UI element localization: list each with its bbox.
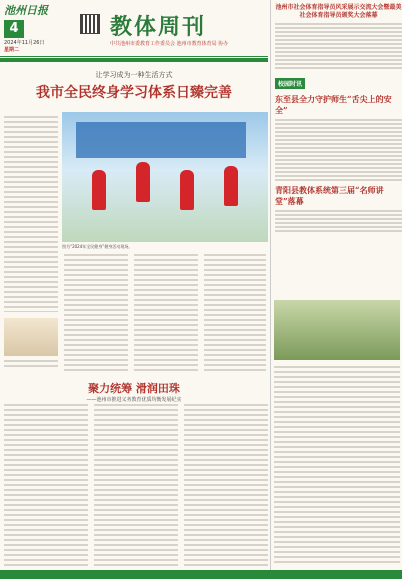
news-tag: 校园时讯 — [275, 78, 305, 89]
runner — [180, 170, 194, 210]
finish-line-banner — [76, 122, 246, 158]
bottom-body-col-1 — [4, 404, 88, 566]
right-body-lower — [274, 366, 400, 566]
right-article-2-body — [275, 210, 402, 232]
lead-photo — [62, 112, 268, 242]
bottom-headline-block — [0, 380, 268, 403]
qr-code-icon — [80, 14, 100, 34]
bottom-subheadline: ——池州市推进义务教育优质均衡发展纪实 — [86, 397, 182, 403]
section-subhead: 中共池州市委教育工作委员会 池州市教育体育局 协办 — [110, 41, 229, 47]
bottom-body-col-2 — [94, 404, 178, 566]
right-article-1-title: 东至县全力守护师生“舌尖上的安全” — [275, 94, 392, 115]
lead-body-col-3 — [134, 254, 198, 372]
runner — [136, 162, 150, 202]
right-article-1-body — [275, 119, 402, 181]
issue-date: 2024年11月26日 — [4, 40, 45, 46]
issue-weekday: 星期二 — [4, 47, 20, 53]
lead-headline-block — [0, 70, 268, 102]
lead-body-col-2 — [64, 254, 128, 372]
right-top-headline: 池州市社会体育指导员风采展示交流大会暨最美社会体育指导员颁奖大会落幕 — [275, 4, 402, 19]
section-title: 教体周刊 — [110, 14, 207, 40]
page-number: 4 — [4, 20, 24, 38]
masthead-bar — [0, 58, 268, 62]
issue-meta — [4, 40, 44, 54]
right-top-body — [275, 23, 402, 69]
bottom-headline: 聚力统筹 滑润田珠 — [88, 382, 180, 395]
lead-body-col-1 — [4, 116, 58, 312]
lead-body-col-4 — [204, 254, 266, 372]
page-footer — [0, 570, 402, 579]
lead-body-col-1b — [4, 360, 58, 370]
newspaper-logo: 池州日报 — [4, 4, 48, 17]
right-photo — [274, 300, 400, 360]
masthead-rule — [0, 56, 268, 57]
right-article-2-title: 青阳县教体系统第三届“名师讲堂”落幕 — [275, 185, 384, 206]
photo-caption: 图为“2024年全民健身”健身活动现场。 — [62, 244, 133, 249]
runner — [92, 170, 106, 210]
bottom-body-col-3 — [184, 404, 268, 566]
inset-photo — [4, 318, 58, 356]
lead-kicker: 让学习成为一种生活方式 — [95, 71, 173, 79]
lead-headline: 我市全民终身学习体系日臻完善 — [36, 85, 232, 101]
runner — [224, 166, 238, 206]
